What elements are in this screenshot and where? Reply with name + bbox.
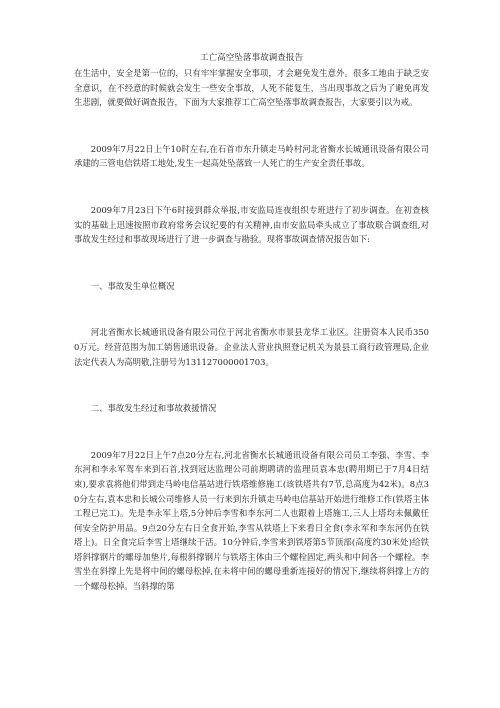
spacer <box>74 369 429 401</box>
accident-summary-paragraph: 2009年7月22日上午10时左右,在石首市东升镇走马岭村河北省衡水长城通讯设备有限公司承建的三管电信铁塔工地处,发生一起高处坠落致一人死亡的生产安全责任事故。 <box>74 143 429 169</box>
section-heading-company: 一、事故发生单位概况 <box>90 280 175 291</box>
spacer <box>74 171 429 203</box>
spacer <box>74 416 429 448</box>
spacer <box>74 247 429 279</box>
process-paragraph: 2009年7月22日上午7点20分左右,河北省衡水长城通讯设备有限公司员工李强、李雪、李东河和李永军驾车来到石首,找到冠达监理公司前期聘请的监理员袁本忠(聘用期已于7月4日结束),要求袁将他们带到走马岭电信基站进行铁塔维修施工(该铁塔共有7节,总高度为42米)。8点30分左右,袁本忠和长城公司维修人员一行来到东升镇走马岭电信基站开始进行维修工作(铁塔主体工程已完工)。先是李永军上塔,5分钟后李雪和李东河二人也跟着上塔施工,三人上塔均未佩戴任何安全防护用品。9点20分左右日全食开始,李雪从铁塔上下来看日全食(李永军和李东河仍在铁塔上)。日全食完后李雪上塔继续干活。10分钟后,李雪来到铁塔第5节顶部(高度约30米处)给铁塔斜撑钢片的螺母加垫片,每根斜撑钢片与铁塔主体由三个螺栓固定,两头和中间各一个螺栓。李雪坐在斜撑上先是将中间的螺母松掉,在未将中间的螺母重新连接好的情况下,继续将斜撑上方的一个螺母松掉。当斜撑的第 <box>74 449 429 592</box>
company-paragraph: 河北省衡水长城通讯设备有限公司位于河北省衡水市景县龙华工业区。注册资本人民币3500万元。经营范围为加工销售通讯设备。企业法人营业执照登记机关为景县工商行政管理局,企业法定代表人为高明敬,注册号为131127000001703。 <box>74 327 429 367</box>
spacer <box>74 110 429 142</box>
document-title: 工亡高空坠落事故调查报告 <box>199 53 304 63</box>
section-heading-process: 二、事故发生经过和事故救援情况 <box>90 403 217 414</box>
document-page <box>74 52 429 594</box>
intro-paragraph: 在生活中，安全是第一位的，只有牢牢掌握安全事项，才会避免发生意外。很多工地由于缺乏安全意识，在不经意的时候就会发生一些安全事故，人死不能复生，当出现事故之后为了避免再发生悲剧，就要做好调查报告，下面为大家推荐工亡高空坠落事故调查报告，大家要引以为戒。 <box>74 68 429 108</box>
investigation-paragraph: 2009年7月23日下午6时接到群众举报,市安监局连夜组织专班进行了初步调查。在初查核实的基础上迅速按照市政府常务会议纪要的有关精神,由市安监局牵头成立了事故联合调查组,对事故发生经过和事故现场进行了进一步调查与勘验。现将事故调查情况报告如下: <box>74 204 429 245</box>
spacer <box>74 293 429 325</box>
